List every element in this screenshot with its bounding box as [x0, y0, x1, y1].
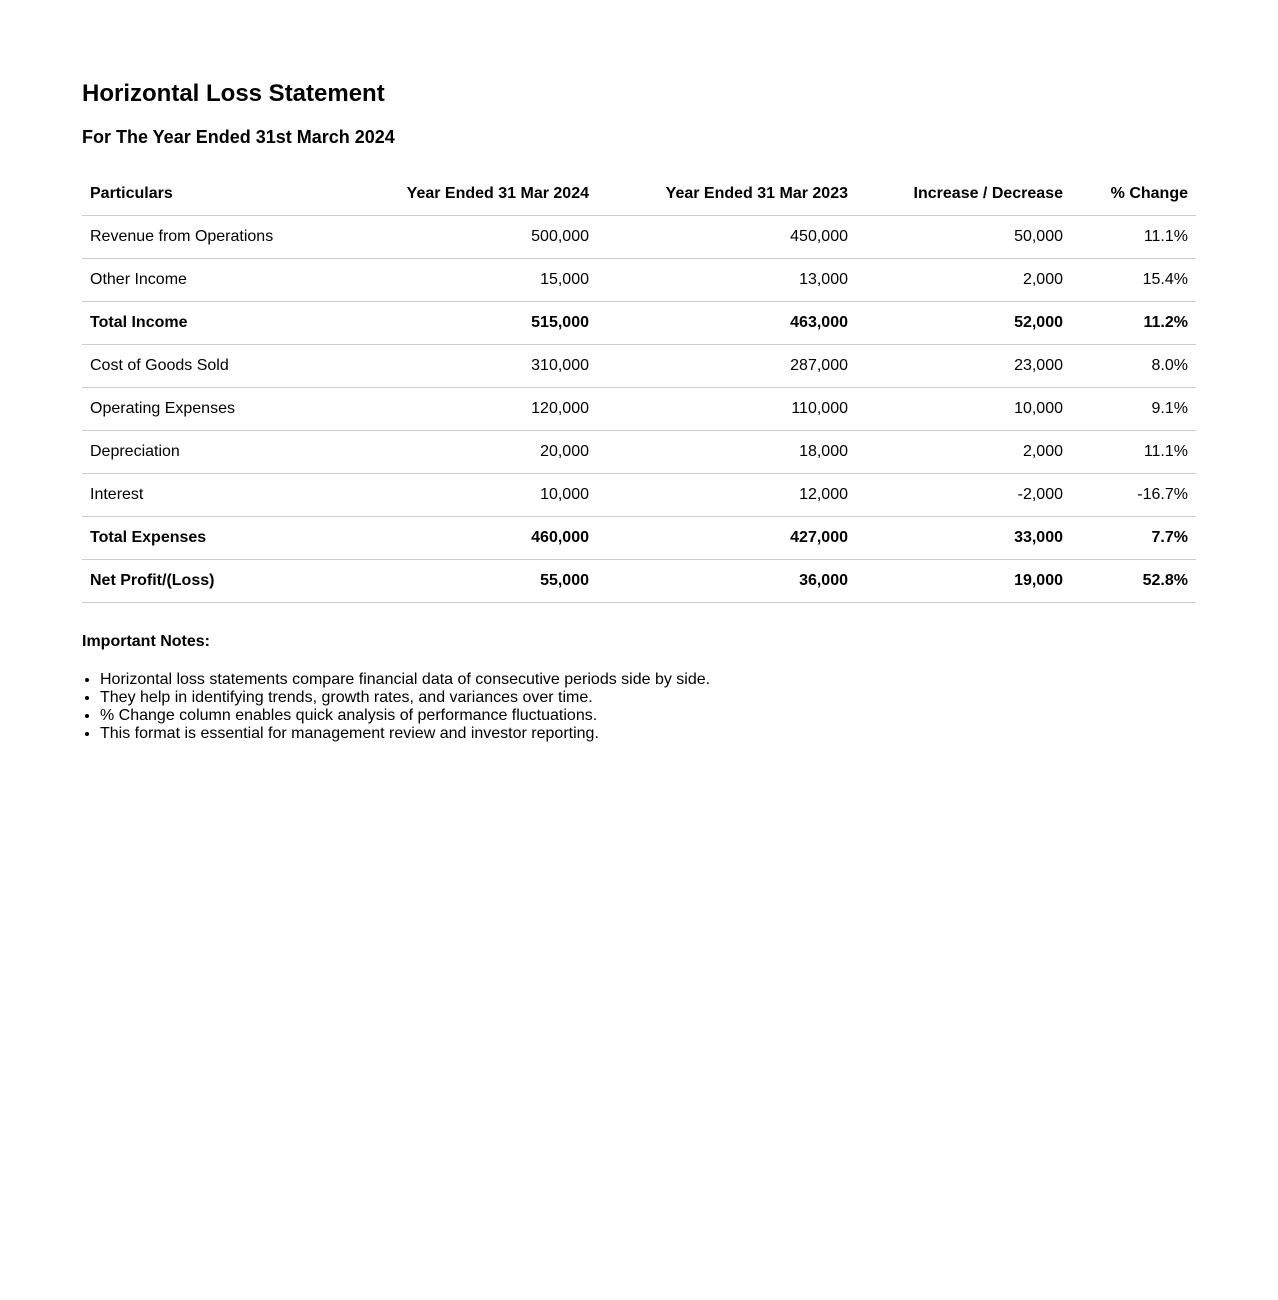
cell-year-2023: 287,000: [597, 345, 856, 388]
cell-percent-change: 15.4%: [1071, 259, 1196, 302]
table-row: [82, 474, 1196, 517]
cell-year-2023: 36,000: [597, 560, 856, 603]
cell-percent-change: 11.1%: [1071, 216, 1196, 259]
cell-year-2024: 20,000: [338, 431, 597, 474]
cell-particular: Cost of Goods Sold: [82, 345, 338, 388]
table-row: [82, 560, 1196, 603]
cell-year-2023: 13,000: [597, 259, 856, 302]
cell-year-2023: 12,000: [597, 474, 856, 517]
table-row: [82, 431, 1196, 474]
cell-increase-decrease: 52,000: [856, 302, 1071, 345]
cell-particular: Total Expenses: [82, 517, 338, 560]
page-title: Horizontal Loss Statement: [82, 80, 385, 107]
cell-particular: Other Income: [82, 259, 338, 302]
cell-increase-decrease: -2,000: [856, 474, 1071, 517]
cell-percent-change: 11.1%: [1071, 431, 1196, 474]
cell-year-2023: 427,000: [597, 517, 856, 560]
cell-year-2024: 10,000: [338, 474, 597, 517]
cell-particular: Revenue from Operations: [82, 216, 338, 259]
cell-year-2024: 15,000: [338, 259, 597, 302]
table-row: [82, 259, 1196, 302]
table-body: [82, 216, 1196, 603]
cell-year-2023: 110,000: [597, 388, 856, 431]
table-row: [82, 345, 1196, 388]
cell-increase-decrease: 33,000: [856, 517, 1071, 560]
page-subtitle: For The Year Ended 31st March 2024: [82, 127, 395, 147]
note-item: • % Change column enables quick analysis of performance fluctuations.: [100, 707, 710, 725]
cell-year-2023: 18,000: [597, 431, 856, 474]
table-row: [82, 517, 1196, 560]
cell-increase-decrease: 50,000: [856, 216, 1071, 259]
header-increase-decrease: Increase / Decrease: [856, 173, 1071, 216]
header-year-2024: Year Ended 31 Mar 2024: [338, 173, 597, 216]
cell-year-2024: 515,000: [338, 302, 597, 345]
cell-year-2024: 310,000: [338, 345, 597, 388]
cell-percent-change: 52.8%: [1071, 560, 1196, 603]
notes-title: Important Notes:: [82, 633, 210, 650]
cell-increase-decrease: 2,000: [856, 259, 1071, 302]
cell-year-2023: 450,000: [597, 216, 856, 259]
header-particulars: Particulars: [82, 173, 338, 216]
table-row: [82, 216, 1196, 259]
note-item: • This format is essential for management review and investor reporting.: [100, 725, 710, 743]
notes-list: [82, 671, 710, 743]
cell-particular: Depreciation: [82, 431, 338, 474]
cell-percent-change: 11.2%: [1071, 302, 1196, 345]
cell-increase-decrease: 19,000: [856, 560, 1071, 603]
statement-table: [82, 173, 1196, 603]
cell-increase-decrease: 10,000: [856, 388, 1071, 431]
cell-year-2023: 463,000: [597, 302, 856, 345]
cell-year-2024: 460,000: [338, 517, 597, 560]
cell-percent-change: 8.0%: [1071, 345, 1196, 388]
header-percent-change: % Change: [1071, 173, 1196, 216]
cell-year-2024: 55,000: [338, 560, 597, 603]
cell-increase-decrease: 23,000: [856, 345, 1071, 388]
cell-particular: Operating Expenses: [82, 388, 338, 431]
note-item: • They help in identifying trends, growth rates, and variances over time.: [100, 689, 710, 707]
table-row: [82, 302, 1196, 345]
table-header-row: [82, 173, 1196, 216]
header-year-2023: Year Ended 31 Mar 2023: [597, 173, 856, 216]
cell-year-2024: 120,000: [338, 388, 597, 431]
cell-increase-decrease: 2,000: [856, 431, 1071, 474]
cell-percent-change: -16.7%: [1071, 474, 1196, 517]
cell-particular: Total Income: [82, 302, 338, 345]
cell-year-2024: 500,000: [338, 216, 597, 259]
cell-percent-change: 9.1%: [1071, 388, 1196, 431]
note-item: • Horizontal loss statements compare financial data of consecutive periods side by side.: [100, 671, 710, 689]
cell-particular: Interest: [82, 474, 338, 517]
cell-percent-change: 7.7%: [1071, 517, 1196, 560]
table-row: [82, 388, 1196, 431]
cell-particular: Net Profit/(Loss): [82, 560, 338, 603]
